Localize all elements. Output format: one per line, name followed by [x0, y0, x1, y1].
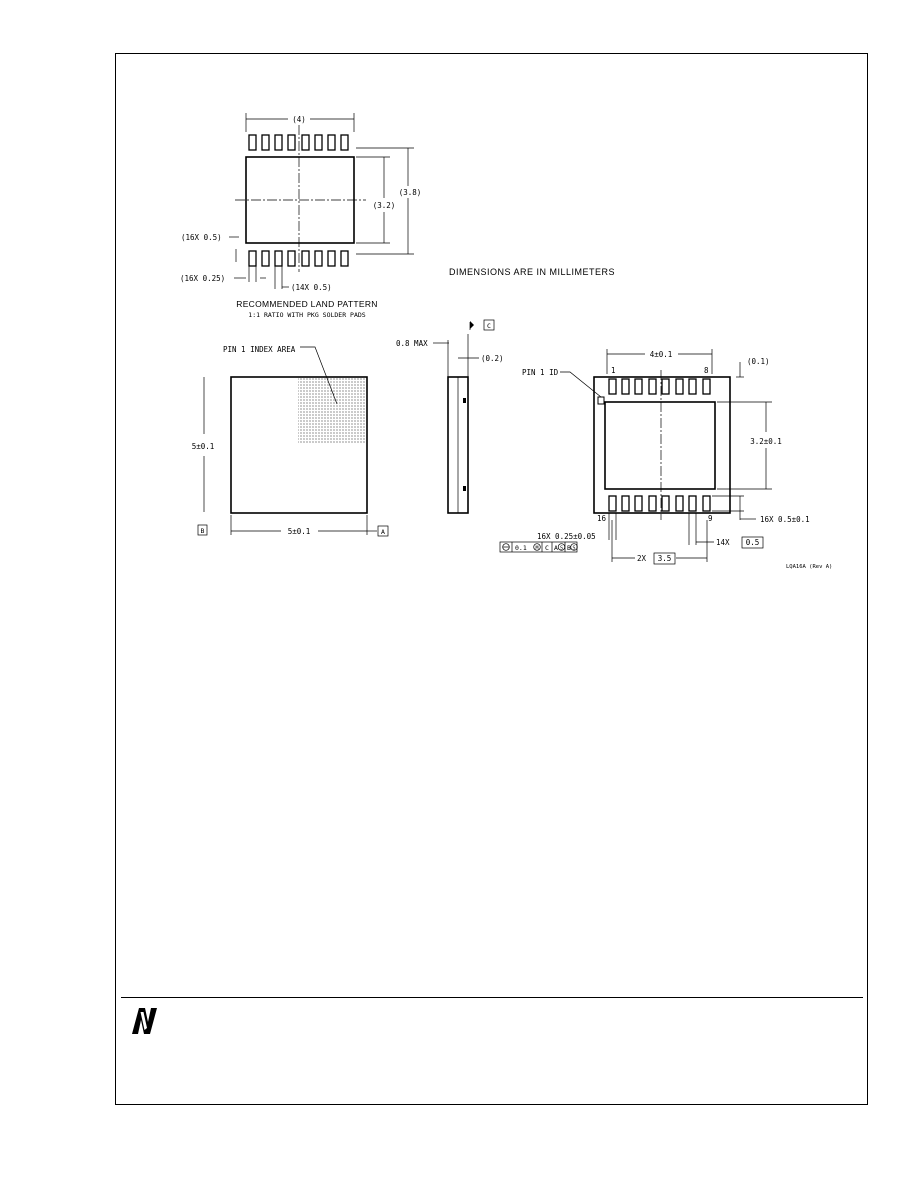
pin-number-16: 16: [597, 514, 607, 523]
bottom-height-label: 3.2±0.1: [750, 437, 782, 446]
bottom-offset-label: (0.1): [747, 357, 770, 366]
land-pitch-label-left: (16X 0.5): [181, 233, 222, 242]
land-width-label: (4): [292, 115, 306, 124]
side-standoff-label: (0.2): [481, 354, 504, 363]
land-pitch-label-bottom: (14X 0.5): [291, 283, 332, 292]
datum-a: A: [381, 528, 385, 536]
land-pattern-title: RECOMMENDED LAND PATTERN: [236, 299, 378, 309]
datum-b: B: [200, 527, 205, 535]
pin-number-1: 1: [611, 366, 616, 375]
bottom-body: [594, 377, 730, 513]
tolerance-datum-b: B: [567, 544, 571, 552]
bottom-bottom-pads: [609, 496, 710, 511]
package-top-view: [192, 345, 388, 536]
package-height-label: 5±0.1: [191, 442, 215, 451]
package-side-view: [396, 320, 504, 513]
tolerance-datum-a: A: [554, 544, 558, 552]
bottom-pitch-prefix: 14X: [716, 538, 730, 547]
land-pad-width-label: (16X 0.25): [180, 274, 226, 283]
pin-number-9: 9: [708, 514, 713, 523]
land-pattern-view: [180, 113, 421, 319]
land-pad-height-label: (3.2): [372, 201, 396, 210]
bottom-pad-length-label: 16X 0.5±0.1: [760, 515, 810, 524]
bottom-width-label: 4±0.1: [649, 350, 673, 359]
pin-number-8: 8: [704, 366, 709, 375]
rfs-symbol-a: S: [559, 545, 564, 552]
tolerance-frame: [500, 542, 577, 552]
land-pattern-subtitle: 1:1 RATIO WITH PKG SOLDER PADS: [248, 311, 366, 319]
package-width-label: 5±0.1: [287, 527, 311, 536]
land-top-pads: [249, 135, 348, 150]
package-bottom-view: [500, 349, 832, 570]
land-overall-height-label: (3.8): [398, 188, 422, 197]
footer-rule: [121, 997, 863, 998]
pin1-id-label: PIN 1 ID: [522, 368, 559, 377]
tolerance-datum-c: C: [545, 544, 549, 552]
bottom-span-value: 3.5: [657, 554, 672, 563]
datum-c: C: [487, 322, 491, 330]
side-max-height-label: 0.8 MAX: [396, 339, 428, 348]
pin1-index-area: [298, 378, 366, 444]
exposed-pad: [605, 402, 715, 489]
dimensions-note: DIMENSIONS ARE IN MILLIMETERS: [449, 267, 616, 277]
land-bottom-pads: [249, 251, 348, 266]
rfs-symbol-b: S: [572, 545, 576, 552]
bottom-pad-width-label: 16X 0.25±0.05: [537, 532, 596, 541]
mmc-symbol: M: [535, 545, 539, 552]
drawing-id: LQA16A (Rev A): [786, 564, 833, 570]
tolerance-value: 0.1: [515, 544, 527, 552]
pin1-index-label: PIN 1 INDEX AREA: [223, 345, 296, 354]
bottom-top-pads: [609, 379, 710, 394]
national-semiconductor-logo-icon: [128, 1004, 162, 1036]
bottom-span-prefix: 2X: [637, 554, 647, 563]
bottom-pitch-value: 0.5: [745, 538, 760, 547]
